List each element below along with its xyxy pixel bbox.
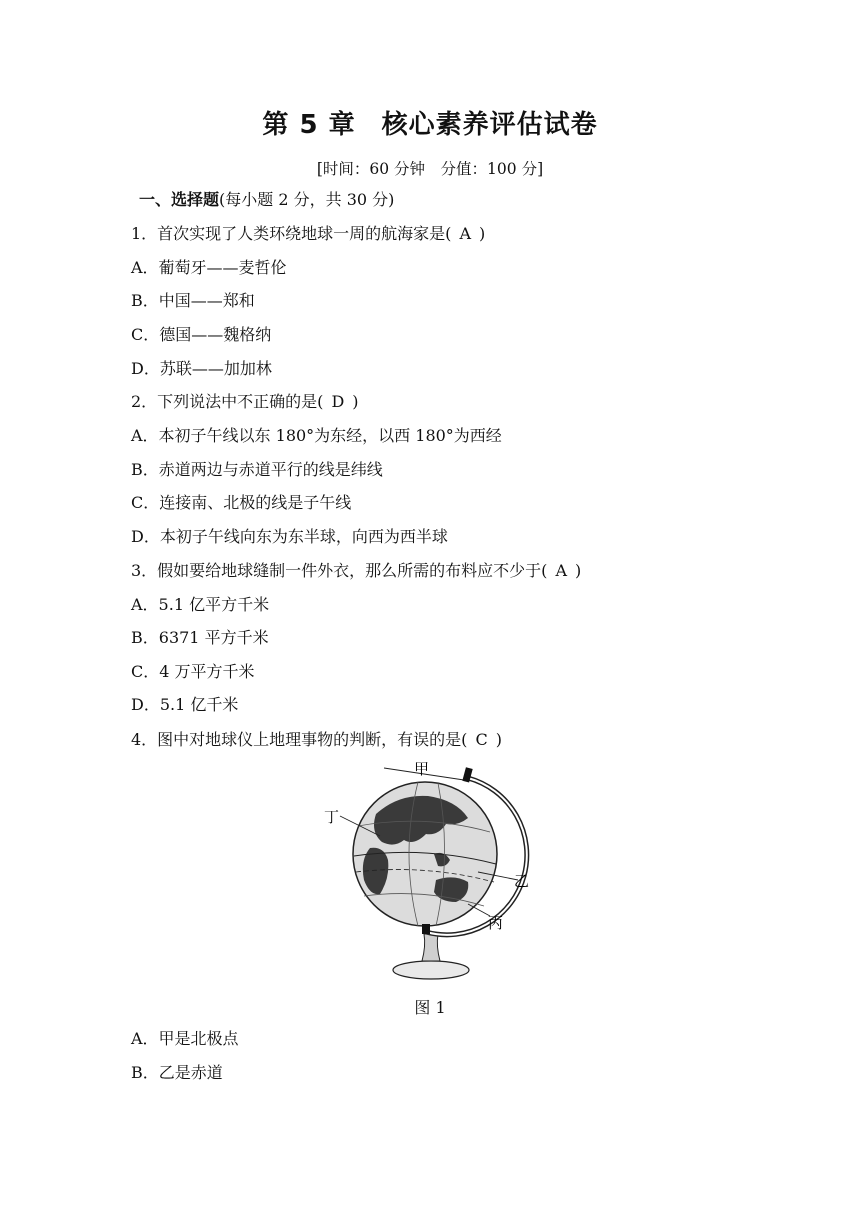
chapter-number: 第 5 章 bbox=[262, 110, 356, 140]
page-title bbox=[0, 104, 860, 141]
label-ding: 丁 bbox=[324, 808, 340, 826]
option: B．6371 平方千米 bbox=[131, 628, 269, 647]
option: A．葡萄牙——麦哲伦 bbox=[131, 258, 287, 277]
option: C．德国——魏格纳 bbox=[131, 325, 272, 344]
label-jia: 甲 bbox=[414, 760, 430, 778]
close-paren: ) bbox=[352, 392, 359, 411]
option: B．赤道两边与赤道平行的线是纬线 bbox=[131, 460, 383, 479]
question-stem-text: 2．下列说法中不正确的是( bbox=[131, 392, 324, 411]
option: C．4 万平方千米 bbox=[131, 662, 255, 681]
close-paren: ) bbox=[575, 561, 582, 580]
close-paren: ) bbox=[479, 224, 486, 243]
option: B．中国——郑和 bbox=[131, 291, 255, 310]
section-heading bbox=[139, 190, 394, 210]
question-stem-text: 4．图中对地球仪上地理事物的判断，有误的是( bbox=[131, 730, 468, 749]
option: A．本初子午线以东 180°为东经，以西 180°为西经 bbox=[131, 426, 502, 445]
exam-meta: [时间：60 分钟 分值：100 分] bbox=[316, 160, 544, 178]
globe-figure bbox=[318, 756, 540, 986]
option: D．本初子午线向东为东半球，向西为西半球 bbox=[131, 527, 448, 546]
question-4-stem bbox=[131, 730, 502, 750]
close-paren: ) bbox=[495, 730, 502, 749]
globe-base bbox=[393, 961, 469, 979]
section-note: (每小题 2 分，共 30 分) bbox=[219, 190, 395, 209]
label-yi: 乙 bbox=[514, 872, 530, 890]
figure-caption: 图 1 bbox=[414, 998, 446, 1017]
option: D．苏联——加加林 bbox=[131, 359, 272, 378]
globe-stem bbox=[422, 934, 440, 961]
answer-mark: A bbox=[459, 224, 471, 243]
option: C．连接南、北极的线是子午线 bbox=[131, 493, 352, 512]
answer-mark: A bbox=[555, 561, 567, 580]
question-1-stem bbox=[131, 224, 485, 244]
question-2-stem bbox=[131, 392, 359, 412]
question-stem-text: 1．首次实现了人类环绕地球一周的航海家是( bbox=[131, 224, 452, 243]
chapter-name: 核心素养评估试卷 bbox=[381, 110, 598, 140]
label-bing: 丙 bbox=[488, 914, 504, 932]
option: D．5.1 亿千米 bbox=[131, 695, 239, 714]
question-3-stem bbox=[131, 561, 581, 581]
section-label: 一、选择题 bbox=[139, 190, 220, 209]
answer-mark: C bbox=[475, 730, 488, 749]
option: A．5.1 亿平方千米 bbox=[131, 595, 270, 614]
option: A．甲是北极点 bbox=[131, 1029, 239, 1048]
question-stem-text: 3．假如要给地球缝制一件外衣，那么所需的布料应不少于( bbox=[131, 561, 548, 580]
answer-mark: D bbox=[331, 392, 345, 411]
option: B．乙是赤道 bbox=[131, 1063, 223, 1082]
axis-bottom bbox=[422, 924, 430, 934]
